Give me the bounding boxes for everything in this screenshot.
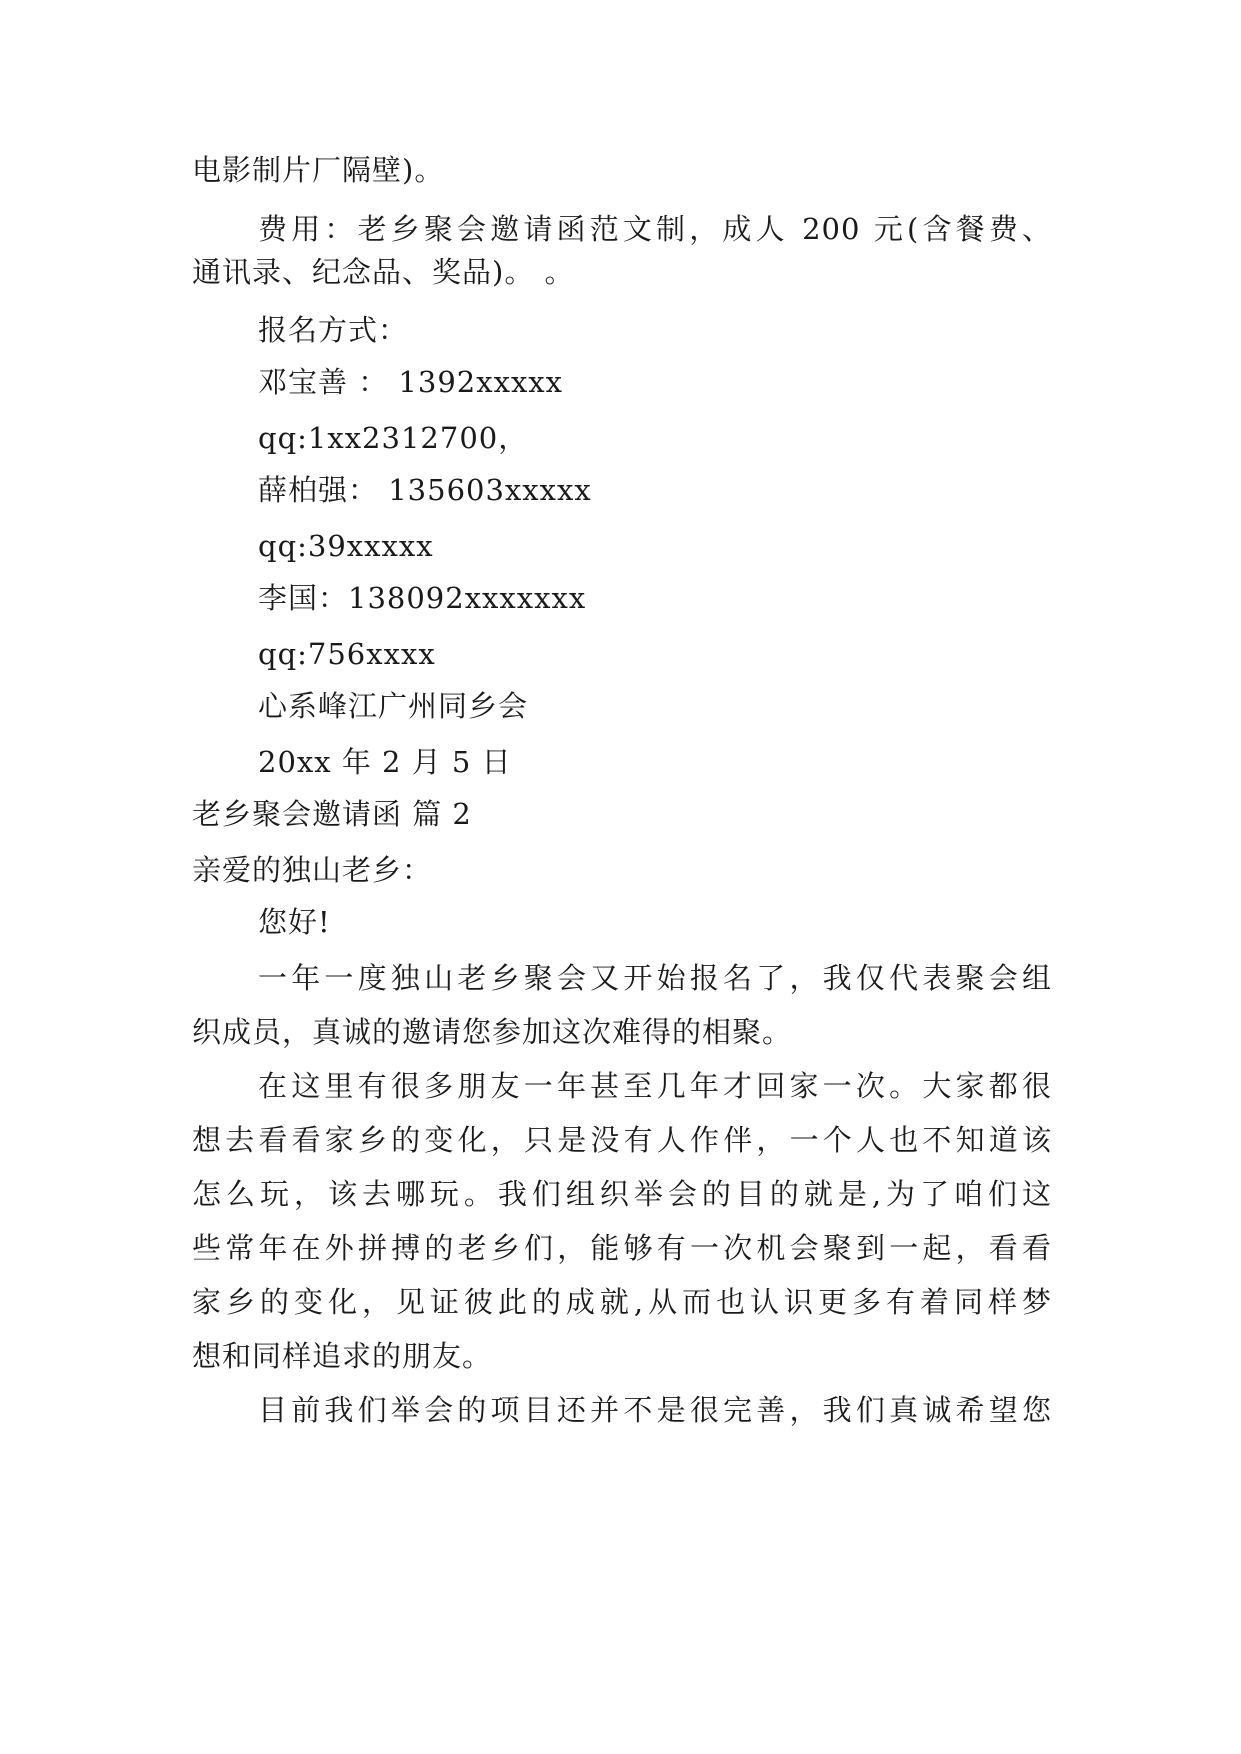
text-line: 在这里有很多朋友一年甚至几年才回家一次。大家都很 xyxy=(258,1069,1052,1103)
text-line: 些常年在外拼搏的老乡们，能够有一次机会聚到一起，看看 xyxy=(192,1231,1052,1265)
text-line: 通讯录、纪念品、奖品)。 。 xyxy=(192,255,575,289)
text-line: 怎么玩，该去哪玩。我们组织举会的目的就是,为了咱们这 xyxy=(192,1177,1052,1211)
text-line: 20xx 年 2 月 5 日 xyxy=(258,745,512,779)
text-line: 织成员，真诚的邀请您参加这次难得的相聚。 xyxy=(192,1015,793,1049)
text-line: 薛柏强： 135603xxxxx xyxy=(258,473,592,507)
text-line: 电影制片厂隔壁)。 xyxy=(192,153,445,187)
text-line: 想去看看家乡的变化，只是没有人作伴，一个人也不知道该 xyxy=(192,1123,1052,1157)
text-line: 报名方式： xyxy=(258,313,409,347)
section-heading: 老乡聚会邀请函 篇 2 xyxy=(192,797,472,831)
text-line: 李国：138092xxxxxxx xyxy=(258,581,587,615)
text-line: 心系峰江广州同乡会 xyxy=(258,689,529,723)
text-line: 想和同样追求的朋友。 xyxy=(192,1339,493,1373)
text-line: qq:756xxxx xyxy=(258,637,436,671)
text-line: 目前我们举会的项目还并不是很完善，我们真诚希望您 xyxy=(258,1393,1052,1427)
text-line: qq:1xx2312700， xyxy=(258,421,529,455)
salutation: 亲爱的独山老乡： xyxy=(192,853,433,887)
text-line: qq:39xxxxx xyxy=(258,529,434,563)
text-line: 家乡的变化，见证彼此的成就,从而也认识更多有着同样梦 xyxy=(192,1285,1052,1319)
text-line: 费用：老乡聚会邀请函范文制，成人 200 元(含餐费、 xyxy=(258,212,1052,246)
text-line: 一年一度独山老乡聚会又开始报名了，我仅代表聚会组 xyxy=(258,961,1052,995)
greeting: 您好! xyxy=(258,905,331,939)
text-line: 邓宝善 ： 1392xxxxx xyxy=(258,365,564,399)
